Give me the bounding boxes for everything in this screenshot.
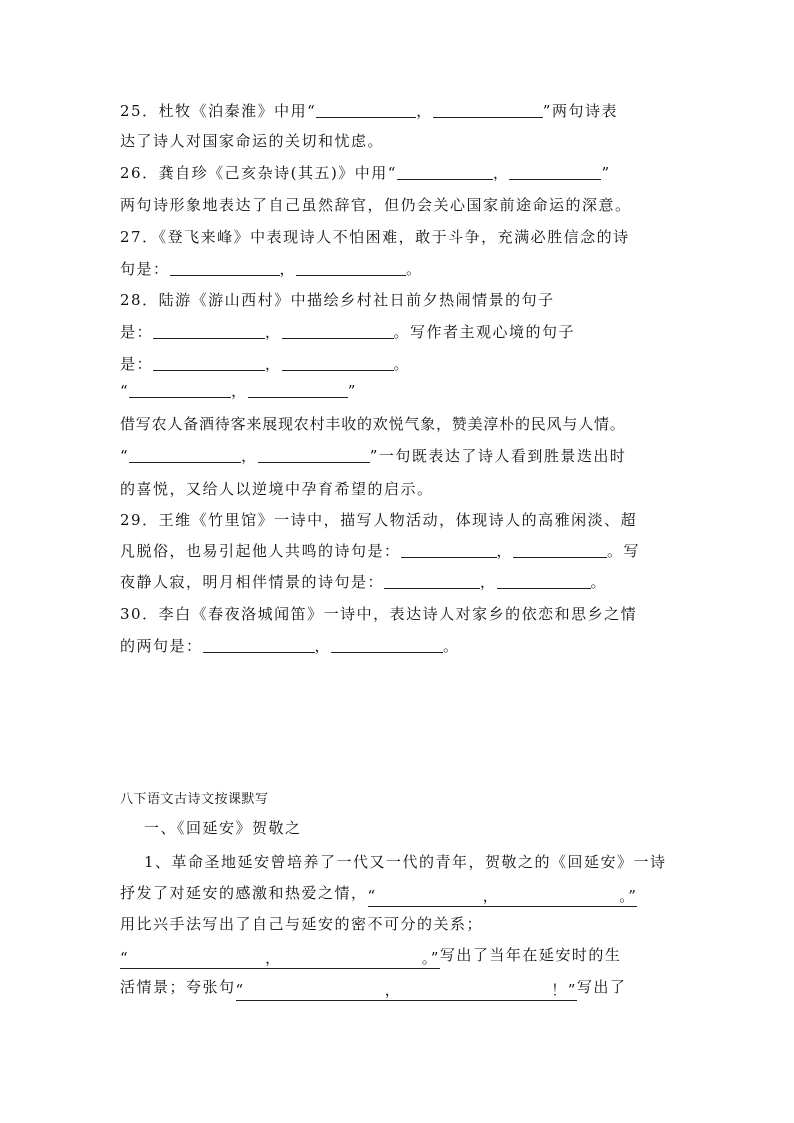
blank[interactable]	[170, 261, 280, 276]
question-27-line-1: 27．《登飞来峰》中表现诗人不怕困难，敢于斗争，充满必胜信念的诗	[120, 228, 630, 246]
paragraph-1-line-2: 抒发了对延安的感激和热爱之情，“ ， 。”	[120, 884, 638, 905]
blank[interactable]	[397, 165, 493, 180]
blank[interactable]	[296, 261, 406, 276]
blank[interactable]	[509, 165, 601, 180]
question-27-line-2: 句是： ， 。	[120, 260, 423, 278]
underlined-blank-group[interactable]: “ ， ！”	[235, 981, 577, 999]
question-26-line-2: 两句诗形象地表达了自己虽然辞官，但仍会关心国家前途命运的深意。	[120, 196, 632, 214]
blank[interactable]	[401, 543, 497, 558]
blank[interactable]	[282, 324, 394, 339]
question-28-line-1: 28．陆游《游山西村》中描绘乡村社日前夕热闹情景的句子	[120, 291, 555, 309]
question-30-line-1: 30．李白《春夜洛城闻笛》一诗中，表达诗人对家乡的依恋和思乡之情	[120, 605, 638, 623]
question-28-line-2: 是： ， 。写作者主观心境的句子	[120, 323, 576, 341]
question-28-line-4: “ ， ”	[120, 382, 357, 400]
blank[interactable]	[153, 324, 265, 339]
question-29-line-1: 29．王维《竹里馆》一诗中，描写人物活动，体现诗人的高雅闲淡、超	[120, 511, 638, 529]
paragraph-1-line-4: “ ， 。”写出了当年在延安时的生	[120, 946, 622, 967]
question-29-line-2: 凡脱俗，也易引起他人共鸣的诗句是： ， 。写	[120, 542, 641, 560]
underlined-blank-group[interactable]: “ ， 。”	[120, 949, 440, 967]
question-25-line-2: 达了诗人对国家命运的关切和忧虑。	[120, 132, 385, 150]
question-29-line-3: 夜静人寂，明月相伴情景的诗句是： ， 。	[120, 573, 608, 591]
blank[interactable]	[129, 383, 231, 398]
question-28-line-6: “ ， ”一句既表达了诗人看到胜景迭出时	[120, 447, 627, 465]
question-25-line-1: 25．杜牧《泊秦淮》中用“ ， ”两句诗表	[120, 102, 618, 120]
question-28-line-5: 借写农人备酒待客来展现农村丰收的欢悦气象，赞美淳朴的民风与人情。	[120, 415, 626, 433]
paragraph-1-line-1: 1、革命圣地延安曾培养了一代又一代的青年，贺敬之的《回延安》一诗	[144, 853, 667, 871]
blank[interactable]	[513, 543, 607, 558]
blank[interactable]	[433, 103, 543, 118]
blank[interactable]	[203, 638, 315, 653]
underlined-blank-group[interactable]: “ ， 。”	[367, 887, 638, 905]
question-30-line-2: 的两句是： ， 。	[120, 637, 460, 655]
question-26-line-1: 26．龚自珍《己亥杂诗(其五)》中用“ ， ”	[120, 164, 611, 182]
blank[interactable]	[316, 103, 416, 118]
question-28-line-7: 的喜悦，又给人以逆境中孕育希望的启示。	[120, 480, 434, 498]
question-28-line-3: 是： ， 。	[120, 355, 411, 373]
blank[interactable]	[248, 383, 348, 398]
blank[interactable]	[258, 448, 370, 463]
blank[interactable]	[153, 356, 265, 371]
blank[interactable]	[129, 448, 241, 463]
blank[interactable]	[497, 574, 591, 589]
blank[interactable]	[282, 356, 394, 371]
paragraph-1-line-3: 用比兴手法写出了自己与延安的密不可分的关系；	[120, 915, 484, 933]
section-title: 八下语文古诗文按课默写	[120, 792, 269, 807]
subsection-title: 一、《回延安》贺敬之	[144, 819, 302, 837]
paragraph-1-line-5: 活情景；夸张句“ ， ！”写出了	[120, 978, 627, 999]
blank[interactable]	[331, 638, 443, 653]
blank[interactable]	[384, 574, 480, 589]
